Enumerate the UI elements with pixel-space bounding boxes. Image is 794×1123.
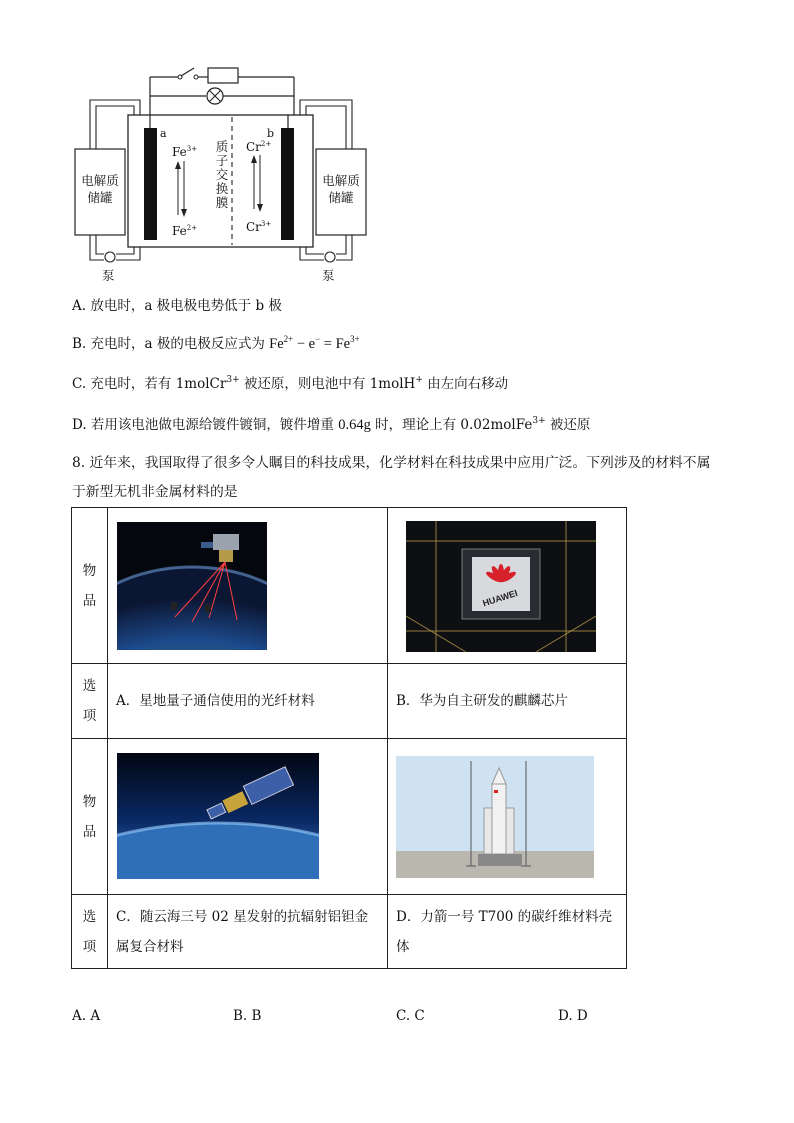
answer-choice-d[interactable]: D. D	[558, 1008, 588, 1024]
flow-battery-diagram	[60, 55, 380, 295]
table-row-items-1	[72, 508, 627, 664]
electrode-b	[281, 128, 294, 240]
electrode-b-label: b	[267, 127, 275, 140]
q8-stem-line-2: 于新型无机非金属材料的是	[72, 484, 238, 500]
membrane-char-3: 交	[215, 167, 229, 182]
q7-option-d: D. 若用该电池做电源给镀件镀铜，镀件增重 0.64g 时，理论上有 0.02molFe$^{3+}$ 被还原	[72, 416, 591, 433]
item-photo-cell-c	[108, 739, 388, 895]
kirin-chip-photo	[406, 521, 596, 652]
option-d-text: D．力箭一号 T700 的碳纤维材料壳 体	[396, 908, 613, 955]
option-a-text: A．星地量子通信使用的光纤材料	[116, 693, 315, 709]
q7-option-c: C. 充电时，若有 1molCr$^{3+}$ 被还原，则电池中有 1molH+ 由左向右移动	[72, 375, 509, 392]
left-pump-icon	[105, 252, 115, 262]
item-photo-cell-d	[388, 739, 627, 895]
answer-choice-c[interactable]: C. C	[396, 1008, 425, 1024]
item-photo-cell-a	[108, 508, 388, 664]
membrane-char-4: 换	[215, 181, 229, 196]
right-pump-icon	[325, 252, 335, 262]
q7-option-d-mass: 0.64g	[338, 417, 371, 433]
huawei-logo-text: HUAWEI	[481, 587, 519, 609]
left-ion-bottom: $Fe^{2+}$	[172, 224, 198, 238]
right-pump-label: 泵	[322, 268, 335, 283]
quantum-satellite-photo	[117, 522, 267, 650]
battery-diagram-svg	[60, 55, 380, 295]
item-photo-cell-b	[388, 508, 627, 664]
q8-stem-line-1: 8. 近年来，我国取得了很多令人瞩目的科技成果，化学材料在科技成果中应用广泛。下列涉及的材料不属	[72, 455, 711, 471]
option-d-cell	[388, 895, 627, 969]
row-label-option: 选 项	[72, 664, 108, 739]
answer-choice-b[interactable]: B. B	[233, 1008, 262, 1024]
right-tank-label-2: 储罐	[328, 190, 354, 205]
electrode-a	[144, 128, 157, 240]
option-b-text: B．华为自主研发的麒麟芯片	[396, 693, 568, 709]
row-label-option-2: 选 项	[72, 895, 108, 969]
left-tank-label-1: 电解质	[81, 173, 119, 188]
option-a-cell	[108, 664, 388, 739]
yunhai-satellite-photo	[117, 753, 319, 879]
table-row-options-2	[72, 895, 627, 969]
q7-option-b-text: B. 充电时，a 极的电极反应式为	[72, 336, 270, 352]
q7-option-b-equation: $Fe^{2+} - e^- = Fe^{3+}$	[269, 334, 360, 352]
option-b-cell	[388, 664, 627, 739]
option-c-cell	[108, 895, 388, 969]
table-row-items-2	[72, 739, 627, 895]
q8-options-table	[71, 507, 627, 969]
left-pump-label: 泵	[102, 268, 115, 283]
electrode-a-label: a	[160, 127, 167, 140]
q7-option-a: A. 放电时，a 极电极电势低于 b 极	[72, 298, 282, 314]
right-ion-top: $Cr^{2+}$	[246, 140, 272, 154]
lijian-rocket-photo	[396, 756, 594, 878]
membrane-char-2: 子	[215, 153, 229, 168]
membrane-char-1: 质	[215, 139, 229, 154]
right-ion-bottom: $Cr^{3+}$	[246, 220, 272, 234]
left-tank-label-2: 储罐	[87, 190, 113, 205]
resistor-box	[208, 68, 238, 83]
row-label-item: 物 品	[72, 508, 108, 664]
right-tank-label-1: 电解质	[322, 173, 360, 188]
table-row-options-1	[72, 664, 627, 739]
row-label-item-2: 物 品	[72, 739, 108, 895]
option-c-text: C．随云海三号 02 星发射的抗辐射铝钽金 属复合材料	[116, 908, 369, 955]
q7-option-b	[72, 334, 360, 354]
membrane-char-5: 膜	[215, 195, 229, 210]
answer-choice-a[interactable]: A. A	[72, 1008, 101, 1024]
left-ion-top: $Fe^{3+}$	[172, 145, 198, 159]
